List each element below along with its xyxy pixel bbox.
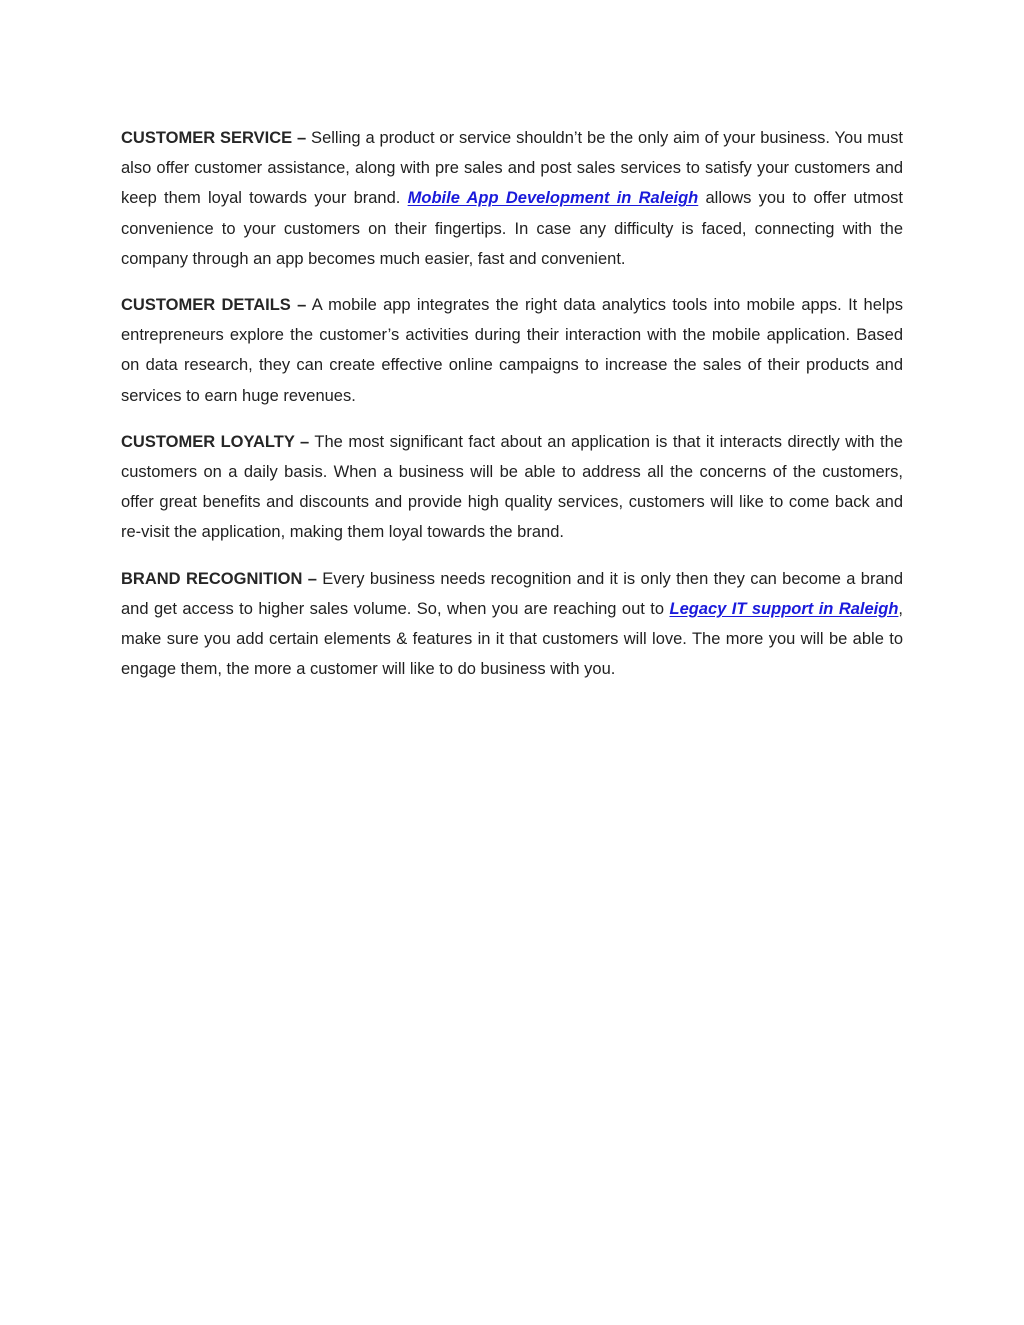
paragraph-customer-details xyxy=(121,290,903,411)
heading-customer-loyalty: CUSTOMER LOYALTY – xyxy=(121,432,310,451)
paragraph-text: The most significant fact about an application is that it interacts directly with the customers on a daily basis. When a business will be able to address all the concerns of the customers, offer great benefits and discounts and provide high quality services, customers will like to come back and re-visit the application, making them loyal towards the brand. xyxy=(121,432,903,542)
paragraph-text: allows you to offer utmost convenience to your customers on their fingertips. In case any difficulty is faced, connecting with the company through an app becomes much easier, fast and convenient. xyxy=(121,189,903,268)
heading-customer-service: CUSTOMER SERVICE – xyxy=(121,129,307,147)
paragraph-text: Selling a product or service shouldn’t be the only aim of your business. You must also offer customer assistance, along with pre sales and post sales services to satisfy your customers and keep them loyal towards your brand. xyxy=(121,129,903,208)
document-page xyxy=(121,123,903,700)
paragraph-customer-loyalty xyxy=(121,427,903,548)
link-mobile-app-development[interactable]: Mobile App Development in Raleigh xyxy=(407,189,699,208)
paragraph-customer-service xyxy=(121,123,903,274)
link-legacy-it-support[interactable]: Legacy IT support in Raleigh xyxy=(669,599,899,618)
paragraph-text: A mobile app integrates the right data analytics tools into mobile apps. It helps entrepreneurs explore the customer’s activities during their interaction with the mobile application. Based on data research, they can create effective online campaigns to increase the sales of their products and services to earn huge revenues. xyxy=(121,296,904,405)
heading-customer-details: CUSTOMER DETAILS – xyxy=(121,296,307,315)
paragraph-text: , make sure you add certain elements & features in it that customers will love. The more you will be able to engage them, the more a customer will like to do business with you. xyxy=(121,599,904,679)
heading-brand-recognition: BRAND RECOGNITION – xyxy=(121,569,317,588)
paragraph-text: Every business needs recognition and it is only then they can become a brand and get access to higher sales volume. So, when you are reaching out to xyxy=(121,569,903,618)
paragraph-brand-recognition xyxy=(121,564,903,685)
